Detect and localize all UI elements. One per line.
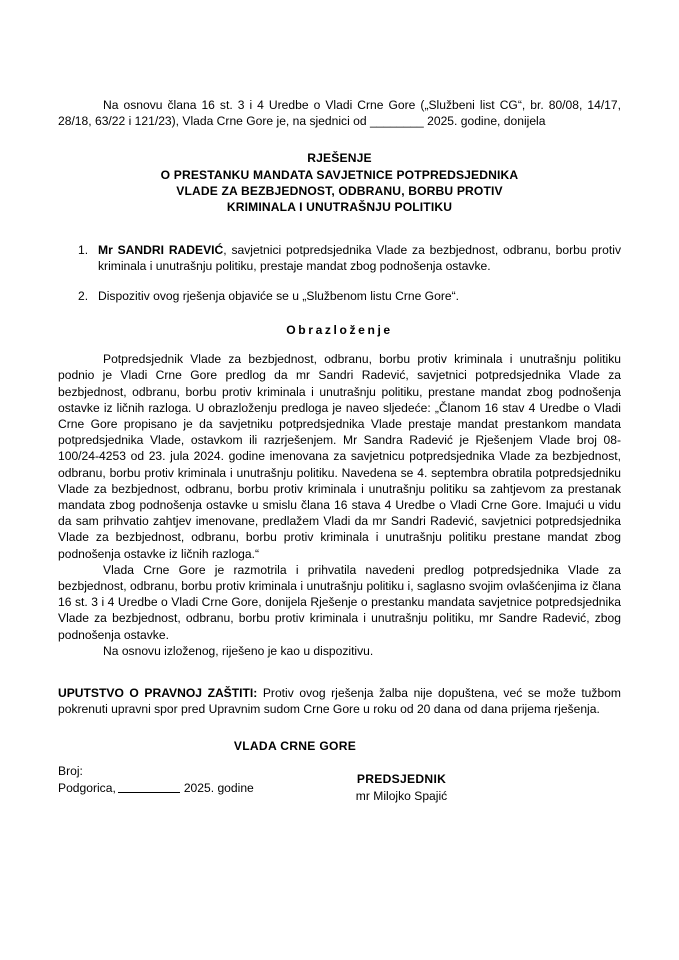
list-item <box>58 288 621 304</box>
dispositive-list <box>58 242 621 305</box>
intro-paragraph: Na osnovu člana 16 st. 3 i 4 Uredbe o Vladi Crne Gore („Službeni list CG“, br. 80/08, 14/17, 28/18, 63/22 i 121/23), Vlada Crne Gore je, na sjednici od ________ 2025. godine, donijela <box>58 98 621 129</box>
document-title <box>58 150 621 215</box>
list-item <box>58 242 621 274</box>
legal-notice <box>58 685 621 717</box>
document-content <box>58 97 621 796</box>
spacer <box>58 659 621 685</box>
explanation-paragraph-3: Na osnovu izloženog, riješeno je kao u dispozitivu. <box>103 643 374 658</box>
signature-title: PREDSJEDNIK <box>356 772 447 786</box>
place-label: Podgorica, <box>58 780 116 795</box>
list-item-text: , savjetnici potpredsjednika Vlade za bezbjednost, odbranu, borbu protiv kriminala i unutrašnju politiku, prestaje mandat zbog podnošenja ostavke. <box>98 242 621 273</box>
spacer <box>58 216 621 242</box>
list-item-marker: 1. <box>78 242 89 257</box>
signature-government: VLADA CRNE GORE <box>233 739 357 753</box>
explanation-heading: Obrazloženje <box>286 323 393 338</box>
legal-notice-text: Protiv ovog rješenja žalba nije dopuštena, već se može tužbom pokrenuti upravni spor pred Upravnim sudom Crne Gore u roku od 20 dana od dana prijema rješenja. <box>58 686 621 717</box>
legal-notice-label: UPUTSTVO O PRAVNOJ ZAŠTITI: <box>58 686 258 701</box>
list-item-bold-lead: Mr SANDRI RADEVIĆ <box>98 242 224 257</box>
explanation-paragraph-1: Potpredsjednik Vlade za bezbjednost, odbranu, borbu protiv kriminala i unutrašnju politiku podnio je Vladi Crne Gore predlog da mr Sandri Radević, savjetnici potpredsjednika Vlade za bezbjednost, odbranu, borbu protiv kriminala i unutrašnju politiku, prestane mandat zbog podnošenja ostavke iz ličnih razloga. U obrazloženju predloga je naveo sljedeće: „Članom 16 stav 4 Uredbe o Vladi Crne Gore propisano je da savjetniku potpredsjednika Vlade prestaje mandat prestankom mandata potpredsjednika Vlade, ostavkom ili razrješenjem. Mr Sandra Radević je Rješenjem Vlade broj 08-100/24-4253 od 23. jula 2024. godine imenovana za savjetnicu potpredsjednika Vlade za bezbjednost, odbranu, borbu protiv kriminala i unutrašnju politiku. Navedena se 4. septembra obratila potpredsjedniku Vlade za bezbjednost, odbranu, borbu protiv kriminala i unutrašnju politiku sa zahtjevom za prestanak mandata zbog podnošenja ostavke u smislu člana 16 stava 4 Uredbe o Vladi Crne Gore. Imajući u vidu da sam prihvatio zahtjev imenovane, predlažem Vladi da mr Sandri Radević, savjetnici potpredsjednika Vlade za bezbjednost, odbranu, borbu protiv kriminala i unutrašnju politiku prestane mandat zbog podnošenja ostavke iz ličnih razloga.“ <box>58 352 621 561</box>
list-item-text: Dispozitiv ovog rješenja objaviće se u „Službenom listu Crne Gore“. <box>98 289 459 303</box>
signature-name: mr Milojko Spajić <box>355 789 448 803</box>
year-text: 2025. godine <box>183 780 254 795</box>
list-item-marker: 2. <box>78 289 89 303</box>
title-line-2: O PRESTANKU MANDATA SAVJETNICE POTPREDSJEDNIKA <box>160 167 519 182</box>
title-line-1: RJEŠENJE <box>307 151 372 166</box>
explanation-paragraph-2: Vlada Crne Gore je razmotrila i prihvatila navedeni predlog potpredsjednika Vlade za bezbjednost, odbranu, borbu protiv kriminala i unutrašnju politiku i, saglasno svojim ovlašćenjima iz člana 16 st. 3 i 4 Uredbe o Vladi Crne Gore, donijela Rješenje o prestanku mandata savjetnice potpredsjednika Vlade za bezbjednost, odbranu, borbu protiv kriminala i unutrašnju politiku, mr Sandre Radević, zbog podnošenja ostavke. <box>58 562 621 642</box>
title-line-4: KRIMINALA I UNUTRAŠNJU POLITIKU <box>226 200 453 215</box>
explanation-body <box>58 351 621 659</box>
title-line-3: VLADE ZA BEZBJEDNOST, ODBRANU, BORBU PROTIV <box>176 184 503 198</box>
document-number: Broj: <box>58 764 83 779</box>
